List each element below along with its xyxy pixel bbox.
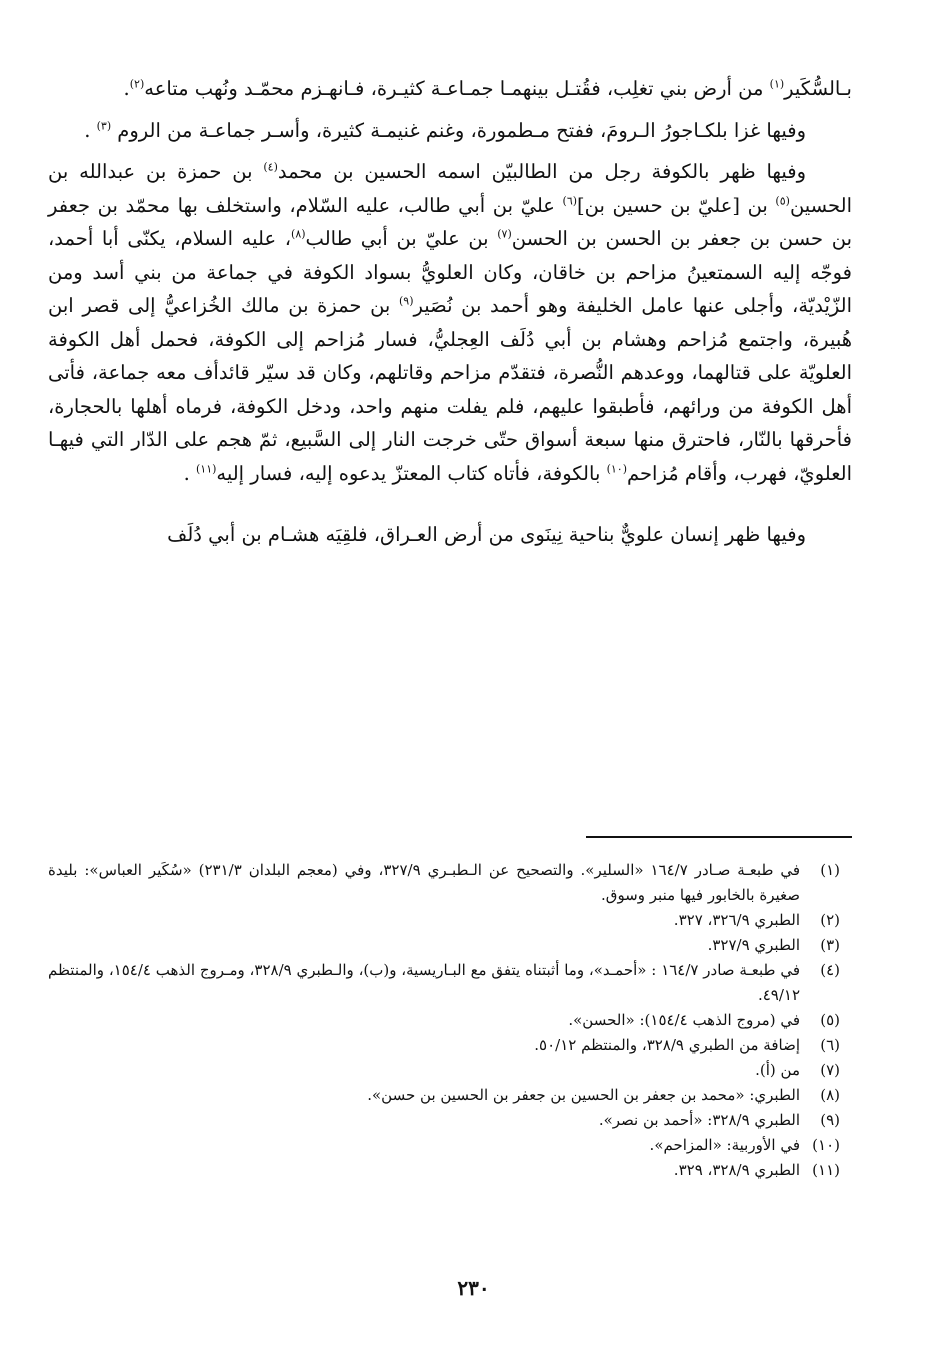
footnote-item bbox=[48, 1008, 852, 1033]
footnote-number: (٥) bbox=[820, 1011, 840, 1029]
footnote-item bbox=[48, 958, 852, 1008]
footnote-item bbox=[48, 1058, 852, 1083]
text-run: وفيها ظهر إنسان علويٌّ بناحية نِينَوى من أرض العـراق، فلقِيَه هشـام بن أبي دُلَف bbox=[167, 523, 806, 546]
text-run: من أرض بني تغلِب، فقُتـل بينهمـا جمـاعـة كثيـرة، فـانهـزم محمّـد ونُهب متاعه bbox=[144, 77, 770, 100]
footnote-ref[interactable]: (٩) bbox=[399, 294, 414, 308]
footnote-ref[interactable]: (٢) bbox=[129, 77, 145, 91]
main-text bbox=[48, 72, 852, 552]
footnote-number: (٩) bbox=[820, 1111, 840, 1129]
footnote-ref[interactable]: (٨) bbox=[291, 227, 306, 241]
footnote-ref[interactable]: (١٠) bbox=[606, 462, 627, 475]
page-number: ٢٣٠ bbox=[457, 1276, 490, 1300]
footnote-number: (٣) bbox=[820, 936, 840, 954]
footnote-ref[interactable]: (٧) bbox=[497, 227, 512, 241]
footnote-text: إضافة من الطبري ٣٢٨/٩، والمنتظم ٥٠/١٢. bbox=[534, 1036, 800, 1054]
text-run: ، عليه السلام، يكنّى أبا أحمد، فوجّه إليه السمتعينُ مزاحم بن خاقان، وكان العلويُّ بسواد الكوفة في جماعة من بني أسد ومن الزّيْديّة، وأجلى عنها عامل الخليفة وهو أحمد بن نُصَير bbox=[48, 227, 853, 317]
footnote-ref[interactable]: (٤) bbox=[263, 160, 278, 174]
footnote-number: (٧) bbox=[820, 1061, 840, 1079]
text-run: عليّ بن أبي طالب، عليه السّلام، واستخلف بها محمّد بن جعفر بن حسن بن جعفر بن الحسن بن الحسن bbox=[48, 193, 852, 250]
footnote-text: الطبري ٣٢٦/٩، ٣٢٧. bbox=[673, 911, 800, 929]
footnote-item bbox=[48, 1108, 852, 1133]
footnote-ref[interactable]: (٦) bbox=[562, 194, 578, 207]
footnote-number: (٢) bbox=[820, 911, 840, 929]
footnote-number: (١) bbox=[820, 861, 840, 879]
text-run: بن حمزة بن مالك الخُزاعيُّ إلى قصر ابن هُبيرة، واجتمع مُزاحم وهشام بن أبي دُلَف العِجليُّ، فسار مُزاحم إلى الكوفة، فحمل أهل الكوفة العلويّة على قتالهما، ووعدهم النُّصرة، فتقدّم مزاحم وقاتلهم، وكان قد سيّر قائدأف معه جماعة، فأتى أهل الكوفة من ورائهم، فأطبقوا عليهم، فلم يفلت منهم واحد، ودخل الكوفة، فرماه أهلها بالحجارة، فأحرقها بالنّار، فاحترق منها سبعة أسواق حتّى خرجت النار إلى السَّبيع، ثمّ هجم على الدّار التي فيهـا العلويّ، فهرب، وأقام مُزاحم bbox=[48, 294, 852, 485]
text-run: بن حمزة بن عبدالله بن الحسين bbox=[48, 160, 853, 217]
text-run: . bbox=[183, 461, 196, 485]
footnote-ref[interactable]: (٣) bbox=[96, 119, 112, 132]
text-run: بن [عليّ بن حسين بن] bbox=[577, 193, 776, 217]
footnote-item bbox=[48, 933, 852, 958]
text-run: وفيها ظهر بالكوفة رجل من الطالبيّن اسمه الحسين بن محمد bbox=[277, 160, 806, 183]
footnote-number: (١٠) bbox=[812, 1136, 840, 1154]
footnote-text: الطبري ٣٢٨/٩، ٣٢٩. bbox=[673, 1161, 800, 1179]
body-paragraph bbox=[48, 155, 852, 490]
text-run: بالكوفة، فأتاه كتاب المعتزّ يدعوه إليه، فسار إليه bbox=[216, 461, 607, 485]
footnote-text: في (مروج الذهب ١٥٤/٤): «الحسن». bbox=[568, 1011, 800, 1029]
footnote-item bbox=[48, 1033, 852, 1058]
text-run: . bbox=[84, 118, 97, 142]
footnote-divider bbox=[586, 836, 852, 838]
text-run: وفيها غزا بلكـاجورُ الـرومَ، ففتح مـطمورة، وغنم غنيمـة كثيرة، وأسـر جماعـة من الروم bbox=[111, 118, 806, 142]
body-paragraph bbox=[48, 518, 852, 552]
footnote-item bbox=[48, 1158, 852, 1183]
footnote-ref[interactable]: (٥) bbox=[775, 194, 790, 207]
footnote-text: الطبري ٣٢٨/٩: «أحمد بن نصر». bbox=[598, 1111, 800, 1129]
footnote-ref[interactable]: (١١) bbox=[195, 462, 217, 475]
footnote-number: (٤) bbox=[820, 961, 840, 979]
footnote-text: الطبري ٣٢٧/٩. bbox=[707, 936, 800, 954]
text-run: بـالسُّكَير bbox=[784, 77, 852, 100]
body-paragraph bbox=[48, 72, 852, 106]
text-run: بن عليّ بن أبي طالب bbox=[305, 227, 498, 250]
footnote-number: (١١) bbox=[812, 1161, 840, 1179]
footnote-item bbox=[48, 1133, 852, 1158]
footnote-number: (٦) bbox=[820, 1036, 840, 1054]
footnote-item bbox=[48, 858, 852, 908]
footnote-text: في طبعـة صـادر ١٦٤/٧ «السلير». والتصحيح عن الـطبـري ٣٢٧/٩، وفي (معجم البلدان ٢٣١/٣) «سُكَير العباس»: بليدة صغيرة بالخابور فيها منبر وسوق. bbox=[48, 861, 801, 904]
footnote-item bbox=[48, 908, 852, 933]
body-paragraph bbox=[48, 114, 852, 148]
footnote-text: من (أ). bbox=[755, 1061, 800, 1079]
footnote-ref[interactable]: (١) bbox=[769, 77, 785, 91]
footnote-text: في طبعـة صادر ١٦٤/٧ : «أحمـد»، وما أثبتناه يتفق مع البـاريسية، و(ب)، والـطبري ٣٢٨/٩، ومـروج الذهب ١٥٤/٤، والمنتظم ٤٩/١٢. bbox=[48, 961, 800, 1004]
footnote-number: (٨) bbox=[820, 1086, 840, 1104]
footnote-text: الطبري: «محمد بن جعفر بن الحسين بن جعفر بن الحسين بن حسن». bbox=[367, 1086, 800, 1104]
footnotes bbox=[48, 858, 852, 1183]
footnote-text: في الأوربية: «المزاحم». bbox=[649, 1136, 800, 1154]
text-run: . bbox=[123, 77, 130, 100]
footnote-item bbox=[48, 1083, 852, 1108]
